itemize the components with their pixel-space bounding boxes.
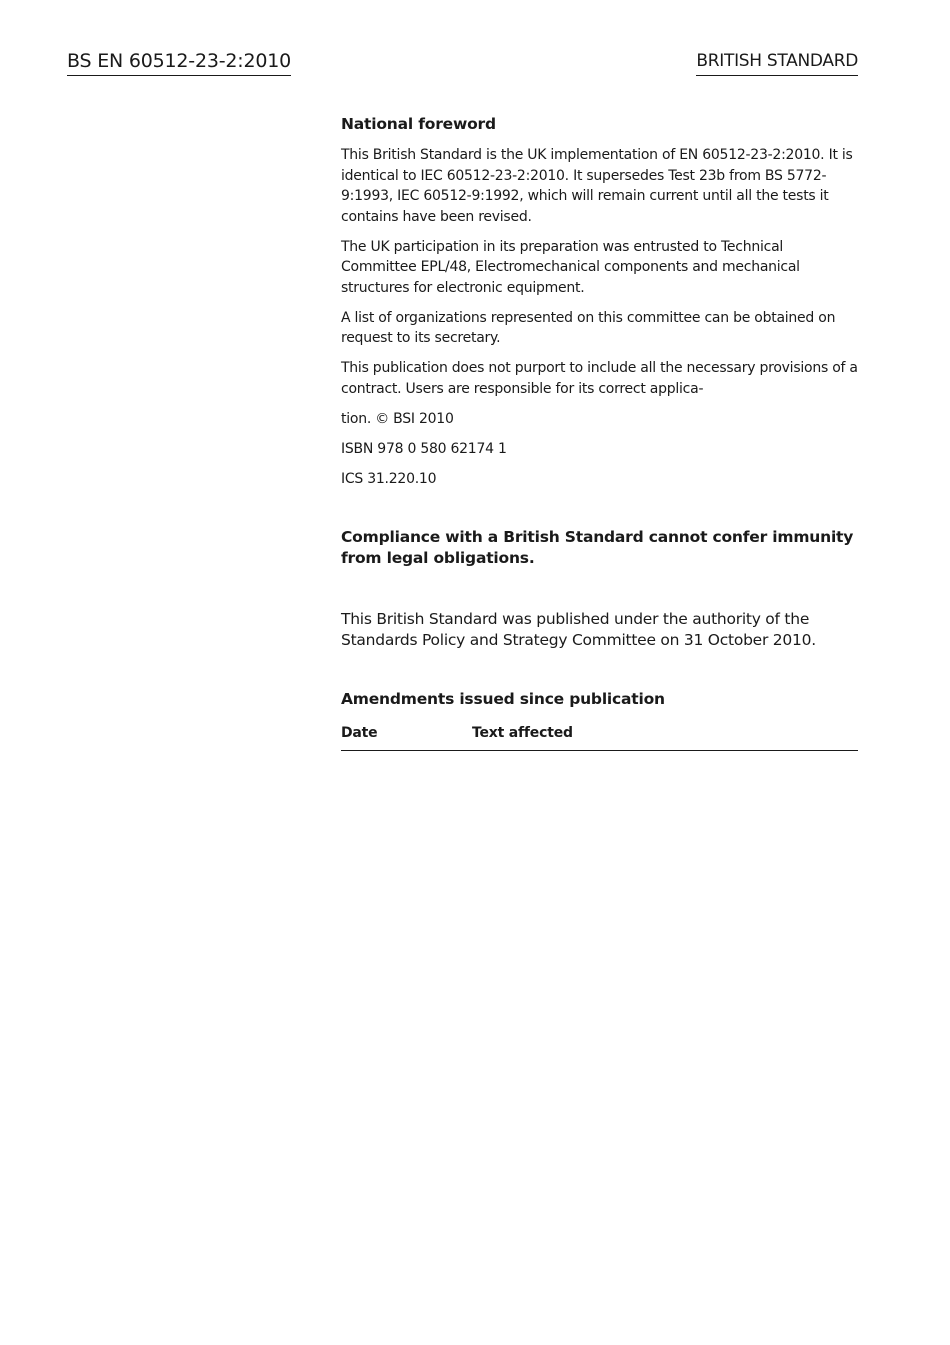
foreword-content [341,114,858,751]
foreword-paragraph-organizations: A list of organizations represented on this committee can be obtained on request to its secretary. [341,309,836,346]
amendments-heading: Amendments issued since publication [341,690,665,708]
foreword-paragraph-implementation: This British Standard is the UK implementation of EN 60512-23-2:2010. It is identical to IEC 60512-23-2:2010. It supersedes Test 23b from BS 5772-9:1993, IEC 60512-9:1992, which will remain current until all the tests it contains have been revised. [341,147,853,225]
foreword-paragraph-committee: The UK participation in its preparation was entrusted to Technical Committee EPL/48, Electromechanical components and mechanical structures for electronic equipment. [341,238,800,296]
amendments-date-column: Date [341,725,378,741]
national-foreword-heading: National foreword [341,115,496,133]
document-number-header: BS EN 60512-23-2:2010 [67,50,291,76]
compliance-statement: Compliance with a British Standard cannot confer immunity from legal obligations. [341,528,854,567]
amendments-text-affected-column: Text affected [472,725,573,741]
copyright-line: tion. © BSI 2010 [341,410,454,427]
british-standard-label: BRITISH STANDARD [696,50,858,76]
publication-note: This British Standard was published under the authority of the Standards Policy and Strategy Committee on 31 October 2010. [341,610,816,649]
amendments-table-header [341,723,858,751]
foreword-paragraph-provisions: This publication does not purport to include all the necessary provisions of a contract. Users are responsible for its correct applica- [341,360,858,397]
ics-line: ICS 31.220.10 [341,470,437,487]
isbn-line: ISBN 978 0 580 62174 1 [341,440,507,457]
